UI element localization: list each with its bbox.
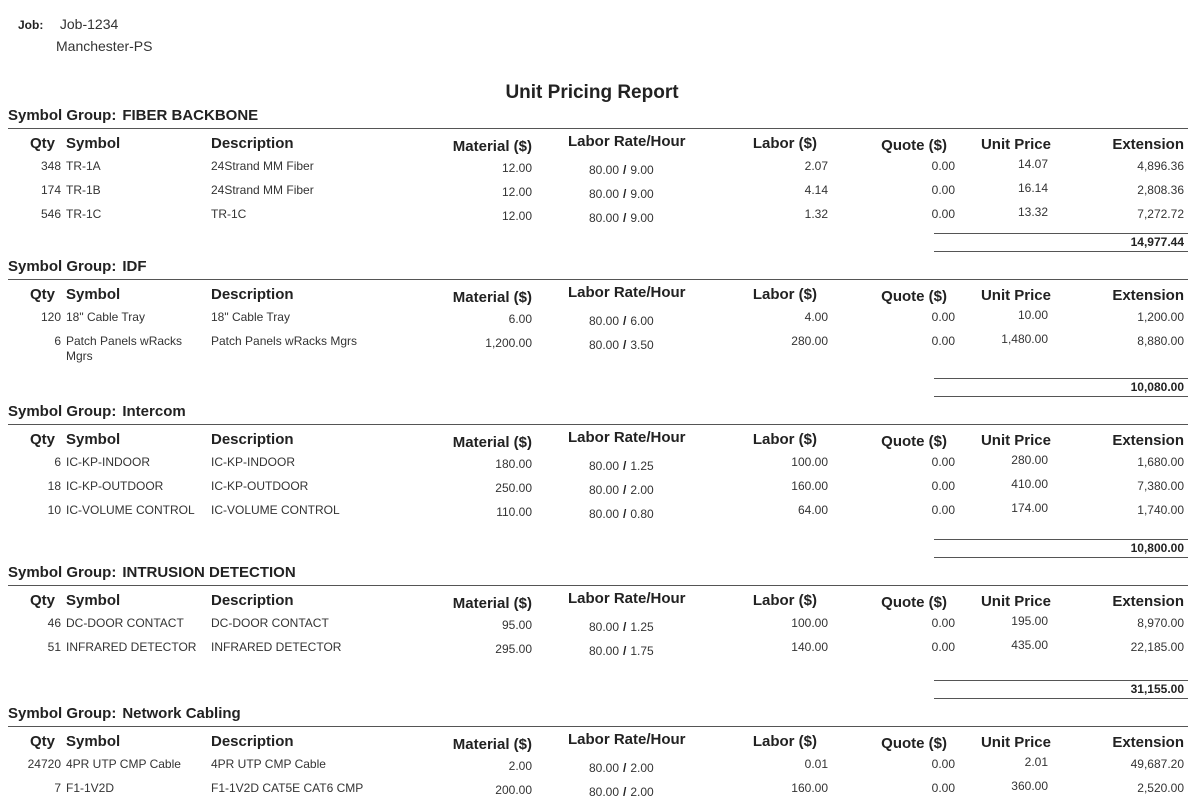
cell-qty: 51 xyxy=(47,640,61,654)
cell-labor-rate xyxy=(589,507,654,521)
report-title: Unit Pricing Report xyxy=(505,82,679,103)
header-qty: Qty xyxy=(30,286,56,303)
header-material: Material ($) xyxy=(452,595,532,612)
cell-description: IC-KP-INDOOR xyxy=(211,455,295,469)
cell-extension: 1,200.00 xyxy=(1137,310,1184,324)
cell-rate: 80.00 xyxy=(589,211,620,225)
column-header-row xyxy=(8,727,1188,755)
cell-labor-rate xyxy=(589,785,654,799)
cell-labor: 280.00 xyxy=(791,334,828,348)
header-material: Material ($) xyxy=(452,289,532,306)
cell-material: 12.00 xyxy=(501,209,532,223)
header-unit-price: Unit Price xyxy=(980,734,1051,751)
cell-rate: 80.00 xyxy=(589,459,620,473)
header-quote: Quote ($) xyxy=(881,594,947,611)
cell-unit-price: 14.07 xyxy=(1017,157,1048,171)
cell-extension: 2,520.00 xyxy=(1137,781,1184,795)
group-prefix: Symbol Group: xyxy=(8,705,117,722)
cell-rate: 80.00 xyxy=(589,785,620,799)
cell-qty: 348 xyxy=(40,159,61,173)
cell-qty: 546 xyxy=(40,207,61,221)
header-extension: Extension xyxy=(1112,287,1184,304)
cell-qty: 174 xyxy=(40,183,61,197)
rate-separator: / xyxy=(623,507,627,521)
group-title xyxy=(8,257,1188,277)
cell-hours: 9.00 xyxy=(630,211,654,225)
cell-symbol: F1-1V2D xyxy=(66,781,115,795)
header-labor: Labor ($) xyxy=(752,592,817,609)
header-symbol: Symbol xyxy=(66,431,121,448)
cell-description: 24Strand MM Fiber xyxy=(211,183,314,197)
group-total xyxy=(8,376,1188,402)
group-name: INTRUSION DETECTION xyxy=(122,564,296,581)
cell-symbol: IC-KP-OUTDOOR xyxy=(66,479,164,493)
cell-qty: 7 xyxy=(54,781,61,795)
header-qty: Qty xyxy=(30,431,56,448)
cell-labor: 140.00 xyxy=(791,640,828,654)
total-top-rule xyxy=(934,233,1188,234)
cell-symbol: TR-1C xyxy=(66,207,102,221)
group-title xyxy=(8,402,1188,422)
cell-unit-price: 10.00 xyxy=(1017,308,1048,322)
table-row xyxy=(8,477,1188,501)
cell-labor: 4.00 xyxy=(804,310,828,324)
cell-labor: 100.00 xyxy=(791,616,828,630)
cell-hours: 1.75 xyxy=(630,644,654,658)
cell-description: 24Strand MM Fiber xyxy=(211,159,314,173)
cell-description: INFRARED DETECTOR xyxy=(211,640,342,654)
cell-qty: 18 xyxy=(47,479,61,493)
header-description: Description xyxy=(211,431,294,448)
total-value: 31,155.00 xyxy=(1130,682,1184,696)
group-total xyxy=(8,678,1188,704)
cell-symbol: IC-VOLUME CONTROL xyxy=(66,503,195,517)
column-header-row xyxy=(8,586,1188,614)
cell-quote: 0.00 xyxy=(931,781,955,795)
cell-quote: 0.00 xyxy=(931,455,955,469)
cell-description: Patch Panels wRacks Mgrs xyxy=(211,334,358,348)
symbol-group xyxy=(8,563,1188,704)
symbol-group xyxy=(8,257,1188,402)
cell-material: 110.00 xyxy=(496,505,532,519)
cell-material: 1,200.00 xyxy=(485,336,532,350)
symbol-group xyxy=(8,704,1188,803)
cell-unit-price: 360.00 xyxy=(1011,779,1048,793)
rate-separator: / xyxy=(623,785,627,799)
cell-extension: 4,896.36 xyxy=(1137,159,1184,173)
cell-extension: 8,970.00 xyxy=(1137,616,1184,630)
header-description: Description xyxy=(211,733,294,750)
table-row xyxy=(8,332,1188,376)
group-title xyxy=(8,106,1188,126)
cell-symbol: TR-1B xyxy=(66,183,101,197)
cell-description: 18" Cable Tray xyxy=(211,310,290,324)
table-row xyxy=(8,638,1188,678)
group-name: IDF xyxy=(122,258,147,275)
cell-extension: 49,687.20 xyxy=(1130,757,1184,771)
header-quote: Quote ($) xyxy=(881,433,947,450)
header-qty: Qty xyxy=(30,733,56,750)
table-row xyxy=(8,205,1188,231)
cell-rate: 80.00 xyxy=(589,483,620,497)
column-header-row xyxy=(8,129,1188,157)
rate-separator: / xyxy=(623,338,627,352)
cell-labor: 4.14 xyxy=(804,183,828,197)
header-labor: Labor ($) xyxy=(752,286,817,303)
cell-material: 180.00 xyxy=(495,457,532,471)
cell-material: 6.00 xyxy=(508,312,532,326)
cell-description: IC-VOLUME CONTROL xyxy=(211,503,340,517)
header-unit-price: Unit Price xyxy=(980,593,1051,610)
cell-hours: 2.00 xyxy=(630,761,654,775)
group-prefix: Symbol Group: xyxy=(8,564,117,581)
job-number: Job-1234 xyxy=(59,16,119,32)
cell-labor-rate xyxy=(589,483,654,497)
rate-separator: / xyxy=(623,644,627,658)
header-extension: Extension xyxy=(1112,432,1184,449)
header-extension: Extension xyxy=(1112,734,1184,751)
cell-extension: 7,272.72 xyxy=(1137,207,1184,221)
cell-unit-price: 195.00 xyxy=(1011,614,1048,628)
group-prefix: Symbol Group: xyxy=(8,403,117,420)
cell-rate: 80.00 xyxy=(589,338,620,352)
cell-unit-price: 435.00 xyxy=(1011,638,1048,652)
total-value: 10,080.00 xyxy=(1130,380,1184,394)
cell-material: 295.00 xyxy=(495,642,532,656)
header-labor-rate: Labor Rate/Hour xyxy=(568,133,686,150)
cell-material: 12.00 xyxy=(501,185,532,199)
header-labor-rate: Labor Rate/Hour xyxy=(568,731,686,748)
cell-qty: 6 xyxy=(54,334,61,348)
group-title xyxy=(8,704,1188,724)
cell-unit-price: 410.00 xyxy=(1011,477,1048,491)
header-quote: Quote ($) xyxy=(881,288,947,305)
cell-symbol: DC-DOOR CONTACT xyxy=(66,616,184,630)
job-info xyxy=(18,16,153,54)
cell-hours: 2.00 xyxy=(630,785,654,799)
header-unit-price: Unit Price xyxy=(980,432,1051,449)
header-material: Material ($) xyxy=(452,736,532,753)
header-unit-price: Unit Price xyxy=(980,136,1051,153)
cell-quote: 0.00 xyxy=(931,310,955,324)
cell-symbol: INFRARED DETECTOR xyxy=(66,640,197,654)
cell-labor: 100.00 xyxy=(791,455,828,469)
cell-labor-rate xyxy=(589,314,654,328)
cell-labor-rate xyxy=(589,338,654,352)
job-site: Manchester-PS xyxy=(56,38,153,54)
header-unit-price: Unit Price xyxy=(980,287,1051,304)
header-extension: Extension xyxy=(1112,136,1184,153)
column-header-row xyxy=(8,425,1188,453)
header-symbol: Symbol xyxy=(66,135,121,152)
cell-quote: 0.00 xyxy=(931,503,955,517)
table-row xyxy=(8,755,1188,779)
cell-symbol: TR-1A xyxy=(66,159,101,173)
symbol-group xyxy=(8,106,1188,257)
cell-labor: 64.00 xyxy=(797,503,828,517)
cell-symbol: 4PR UTP CMP Cable xyxy=(66,757,181,771)
header-quote: Quote ($) xyxy=(881,137,947,154)
cell-labor-rate xyxy=(589,163,654,177)
rate-separator: / xyxy=(623,620,627,634)
header-extension: Extension xyxy=(1112,593,1184,610)
header-quote: Quote ($) xyxy=(881,735,947,752)
cell-labor-rate xyxy=(589,459,654,473)
header-labor: Labor ($) xyxy=(752,135,817,152)
cell-rate: 80.00 xyxy=(589,314,620,328)
header-description: Description xyxy=(211,135,294,152)
cell-labor: 160.00 xyxy=(791,479,828,493)
rate-separator: / xyxy=(623,459,627,473)
cell-description: TR-1C xyxy=(211,207,247,221)
cell-rate: 80.00 xyxy=(589,620,620,634)
cell-rate: 80.00 xyxy=(589,644,620,658)
cell-material: 2.00 xyxy=(508,759,532,773)
header-material: Material ($) xyxy=(452,434,532,451)
cell-labor: 1.32 xyxy=(804,207,828,221)
symbol-group xyxy=(8,402,1188,563)
header-description: Description xyxy=(211,592,294,609)
cell-material: 95.00 xyxy=(501,618,532,632)
cell-extension: 1,680.00 xyxy=(1137,455,1184,469)
group-prefix: Symbol Group: xyxy=(8,107,117,124)
cell-material: 200.00 xyxy=(495,783,532,797)
header-labor: Labor ($) xyxy=(752,431,817,448)
cell-material: 12.00 xyxy=(501,161,532,175)
cell-description: IC-KP-OUTDOOR xyxy=(211,479,309,493)
cell-material: 250.00 xyxy=(495,481,532,495)
cell-unit-price: 16.14 xyxy=(1017,181,1048,195)
cell-extension: 7,380.00 xyxy=(1137,479,1184,493)
cell-description: F1-1V2D CAT5E CAT6 CMP xyxy=(211,781,364,795)
total-value: 10,800.00 xyxy=(1130,541,1184,555)
cell-unit-price: 1,480.00 xyxy=(1001,332,1048,346)
cell-unit-price: 2.01 xyxy=(1024,755,1048,769)
cell-rate: 80.00 xyxy=(589,761,620,775)
group-name: FIBER BACKBONE xyxy=(122,107,259,124)
cell-quote: 0.00 xyxy=(931,207,955,221)
group-prefix: Symbol Group: xyxy=(8,258,117,275)
group-total xyxy=(8,231,1188,257)
cell-qty: 120 xyxy=(40,310,61,324)
total-bottom-rule xyxy=(934,396,1188,397)
total-top-rule xyxy=(934,680,1188,681)
header-description: Description xyxy=(211,286,294,303)
header-symbol: Symbol xyxy=(66,286,121,303)
cell-rate: 80.00 xyxy=(589,187,620,201)
cell-qty: 24720 xyxy=(27,757,61,771)
cell-labor: 0.01 xyxy=(804,757,828,771)
header-symbol: Symbol xyxy=(66,733,121,750)
cell-unit-price: 174.00 xyxy=(1011,501,1048,515)
cell-hours: 9.00 xyxy=(630,163,654,177)
cell-qty: 6 xyxy=(54,455,61,469)
job-label: Job: xyxy=(18,18,44,32)
column-header-row xyxy=(8,280,1188,308)
cell-labor: 160.00 xyxy=(791,781,828,795)
cell-quote: 0.00 xyxy=(931,757,955,771)
cell-description: DC-DOOR CONTACT xyxy=(211,616,329,630)
cell-hours: 1.25 xyxy=(630,459,654,473)
table-row xyxy=(8,308,1188,332)
total-top-rule xyxy=(934,539,1188,540)
cell-qty: 46 xyxy=(47,616,61,630)
total-value: 14,977.44 xyxy=(1130,235,1184,249)
table-row xyxy=(8,614,1188,638)
cell-symbol: Patch Panels wRacks Mgrs xyxy=(66,334,183,363)
cell-hours: 0.80 xyxy=(630,507,654,521)
cell-extension: 2,808.36 xyxy=(1137,183,1184,197)
cell-extension: 22,185.00 xyxy=(1130,640,1184,654)
total-top-rule xyxy=(934,378,1188,379)
cell-labor-rate xyxy=(589,644,654,658)
cell-hours: 1.25 xyxy=(630,620,654,634)
cell-qty: 10 xyxy=(47,503,61,517)
table-row xyxy=(8,501,1188,537)
cell-unit-price: 13.32 xyxy=(1017,205,1048,219)
cell-quote: 0.00 xyxy=(931,159,955,173)
cell-rate: 80.00 xyxy=(589,163,620,177)
cell-hours: 9.00 xyxy=(630,187,654,201)
cell-symbol: IC-KP-INDOOR xyxy=(66,455,150,469)
cell-rate: 80.00 xyxy=(589,507,620,521)
table-row xyxy=(8,157,1188,181)
rate-separator: / xyxy=(623,187,627,201)
cell-extension: 8,880.00 xyxy=(1137,334,1184,348)
cell-quote: 0.00 xyxy=(931,616,955,630)
group-title xyxy=(8,563,1188,583)
cell-quote: 0.00 xyxy=(931,183,955,197)
cell-symbol: 18" Cable Tray xyxy=(66,310,145,324)
rate-separator: / xyxy=(623,163,627,177)
cell-hours: 2.00 xyxy=(630,483,654,497)
table-row xyxy=(8,181,1188,205)
cell-labor: 2.07 xyxy=(804,159,828,173)
cell-labor-rate xyxy=(589,761,654,775)
cell-hours: 3.50 xyxy=(630,338,654,352)
rate-separator: / xyxy=(623,761,627,775)
group-name: Intercom xyxy=(122,403,186,420)
rate-separator: / xyxy=(623,483,627,497)
cell-labor-rate xyxy=(589,211,654,225)
header-qty: Qty xyxy=(30,135,56,152)
cell-hours: 6.00 xyxy=(630,314,654,328)
table-row xyxy=(8,453,1188,477)
total-bottom-rule xyxy=(934,251,1188,252)
cell-labor-rate xyxy=(589,187,654,201)
cell-quote: 0.00 xyxy=(931,334,955,348)
total-bottom-rule xyxy=(934,557,1188,558)
cell-quote: 0.00 xyxy=(931,640,955,654)
table-row xyxy=(8,779,1188,803)
header-qty: Qty xyxy=(30,592,56,609)
cell-unit-price: 280.00 xyxy=(1011,453,1048,467)
total-bottom-rule xyxy=(934,698,1188,699)
report-body xyxy=(8,106,1188,803)
rate-separator: / xyxy=(623,314,627,328)
cell-description: 4PR UTP CMP Cable xyxy=(211,757,326,771)
header-symbol: Symbol xyxy=(66,592,121,609)
cell-extension: 1,740.00 xyxy=(1137,503,1184,517)
rate-separator: / xyxy=(623,211,627,225)
header-labor-rate: Labor Rate/Hour xyxy=(568,590,686,607)
cell-labor-rate xyxy=(589,620,654,634)
cell-quote: 0.00 xyxy=(931,479,955,493)
header-labor-rate: Labor Rate/Hour xyxy=(568,429,686,446)
header-labor: Labor ($) xyxy=(752,733,817,750)
header-labor-rate: Labor Rate/Hour xyxy=(568,284,686,301)
group-total xyxy=(8,537,1188,563)
header-material: Material ($) xyxy=(452,138,532,155)
group-name: Network Cabling xyxy=(122,705,241,722)
